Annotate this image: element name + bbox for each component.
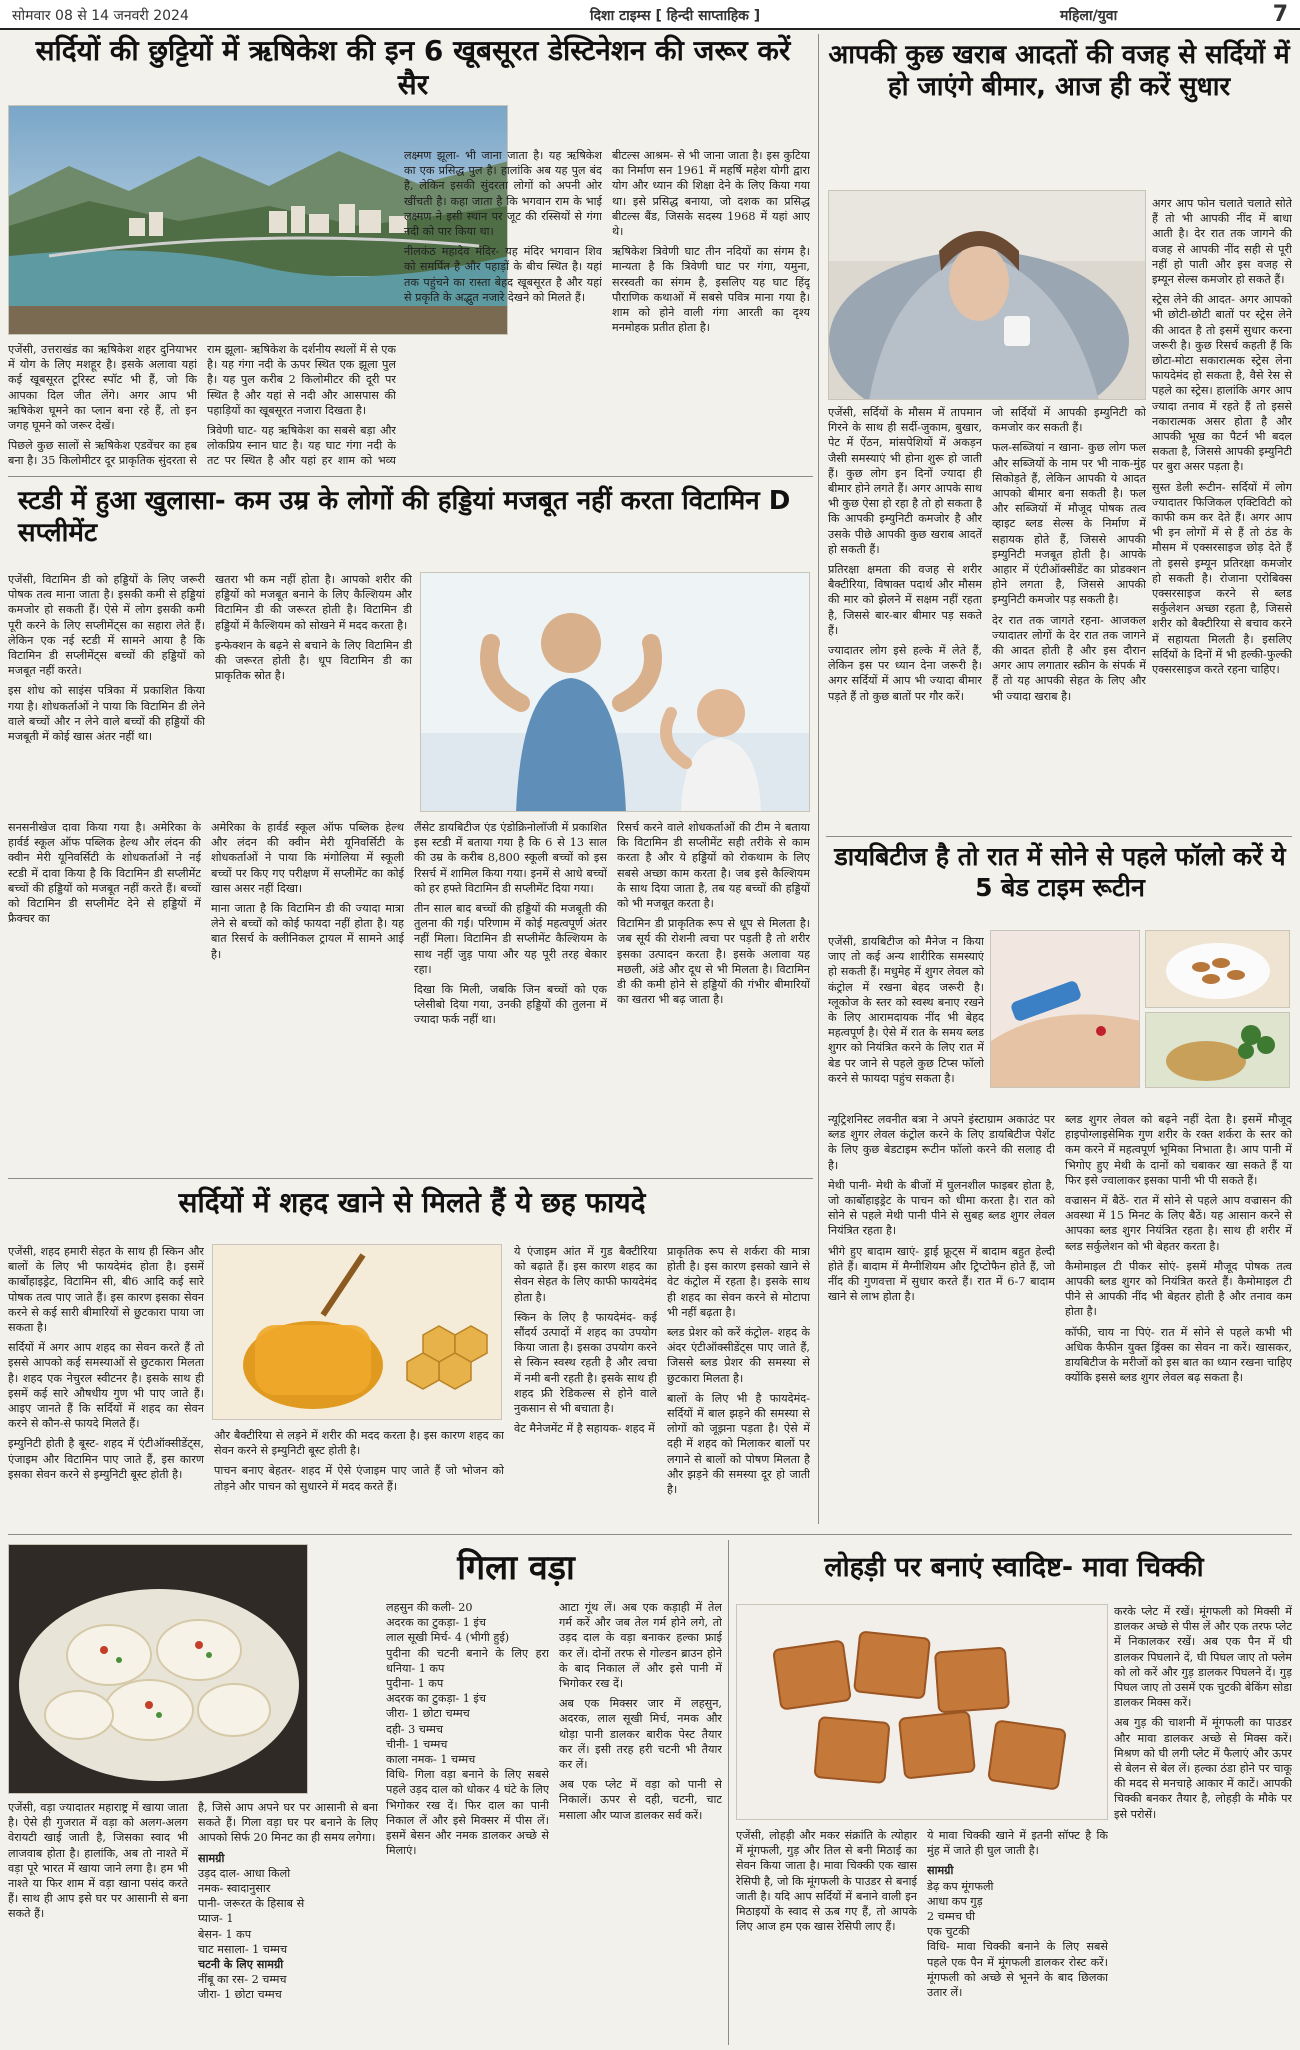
body-honey xyxy=(8,1244,810,1528)
headline-gila-vada: गिला वड़ा xyxy=(457,1548,575,1588)
paragraph: ज्यादातर लोग इसे हल्के में लेते हैं, लेकिन इस पर ध्यान देना जरूरी है। अगर सर्दियों में आप भी ज्यादा बीमार पड़ते हैं तो कुछ बातों पर गौर करें। xyxy=(828,644,982,703)
paragraph: ब्लड प्रेशर को करें कंट्रोल- शहद के अंदर एंटीऑक्सीडेंट्स पाए जाते हैं, जिससे ब्लड प्रेशर की समस्या से छुटकारा मिलता है। xyxy=(667,1326,810,1385)
paragraph: अगर आप फोन चलाते चलाते सोते हैं तो भी आपकी नींद में बाधा आती है। देर रात तक जागने की वजह से आपकी नींद सही से पूरी नहीं हो पाती और इस वजह से इम्यून सेल्स कमजोर हो सकते हैं। xyxy=(1152,197,1292,287)
page-number: 7 xyxy=(1272,2,1288,27)
column xyxy=(667,1244,810,1528)
section-name: महिला/युवा xyxy=(1060,8,1118,24)
ingredient: नमक- स्वादानुसार xyxy=(198,1882,271,1896)
body-chikki-main xyxy=(736,1828,1108,2045)
column-divider xyxy=(728,1540,729,2045)
ingredient: अदरक का टुकड़ा- 1 इंच xyxy=(386,1692,486,1706)
body-habits-main xyxy=(828,405,1146,807)
ingredient: पुदीना की चटनी बनाने के लिए हरा धनिया- 1 कप xyxy=(386,1646,549,1675)
paragraph: बालों के लिए भी है फायदेमंद- सर्दियों में बाल झड़ने की समस्या से लोगों को जूझना पड़ता है। ऐसे में दही में शहद को मिलाकर बालों पर लगाने से बालों को पोषण मिलता है और झड़ने की समस्या दूर हो जाती है। xyxy=(667,1391,810,1497)
paragraph: इम्युनिटी होती है बूस्ट- शहद में एंटीऑक्सीडेंट्स, एंजाइम और विटामिन पाए जाते हैं, इस कारण इसका सेवन करने से इम्युनिटी बूस्ट होती है। xyxy=(8,1437,204,1481)
paragraph: और बैक्टीरिया से लड़ने में शरीर की मदद करता है। इस कारण शहद का सेवन करने से इम्युनिटी बूस्ट होती है। xyxy=(214,1429,504,1458)
paragraph: विधि- गिला वड़ा बनाने के लिए सबसे पहले उड़द दाल को धोकर 4 घंटे के लिए भिगोकर रख दें। फिर दाल का पानी निकाल लें और इसे मिक्सर में पीस लें। इसमें बेसन और नमक डालकर अच्छे से मिलाएं। xyxy=(386,1768,549,1858)
paragraph: पिछले कुछ सालों से ऋषिकेश एडवेंचर का हब बना है। 35 किलोमीटर दूर प्राकृतिक सुंदरता से xyxy=(8,439,197,468)
section-divider xyxy=(826,836,1292,837)
column xyxy=(927,1828,1108,2045)
ingredient: डेढ़ कप मूंगफली xyxy=(927,1879,994,1893)
ingredient: उड़द दाल- आधा किलो xyxy=(198,1866,291,1880)
paragraph: ये एंजाइम आंत में गुड बैक्टीरिया को बढ़ाते हैं। इस कारण शहद का सेवन सेहत के लिए काफी फायदेमंद होता है। xyxy=(514,1245,657,1304)
paragraph: कैमोमाइल टी पीकर सोएं- इसमें मौजूद पोषक तत्व आपकी ब्लड शुगर को नियंत्रित करते हैं। कैमोमाइल टी पीने से आपकी नींद भी बेहतर होती है और तनाव कम होता है। xyxy=(1065,1259,1292,1319)
ingredient: चाट मसाला- 1 चम्मच xyxy=(198,1942,288,1956)
paragraph: इस शोध को साइंस पत्रिका में प्रकाशित किया गया है। शोधकर्ताओं ने पाया कि विटामिन डी लेने वाले बच्चों और न लेने वाले बच्चों की हड्डियों की मजबूती में कोई खास अंतर नहीं था। xyxy=(8,684,205,744)
paragraph: सुस्त डेली रूटीन- सर्दियों में लोग ज्यादातर फिजिकल एक्टिविटी को काफी कम कर देते हैं। अगर आप भी इन लोगों में से हैं तो ठंड के मौसम में एक्सरसाइज छोड़ देते हैं तो इससे इम्यून प्रतिरक्षा कमजोर हो सकती है। रोजाना एरोबिक्स एक्सरसाइज करने से ब्लड सर्कुलेशन अच्छा रहता है, जिससे शरीर को बैक्टीरिया से बचाव करने में सहायता मिलती है। इसलिए सर्दियों के दिनों में भी हल्की-फुल्की एक्सरसाइज करते रहना चाहिए। xyxy=(1152,480,1292,677)
paragraph: ऋषिकेश त्रिवेणी घाट तीन नदियों का संगम है। मान्यता है कि त्रिवेणी घाट पर गंगा, यमुना, सरस्वती का संगम है, इसलिए यह घाट हिंदू पौराणिक कथाओं में सबसे पवित्र माना गया है। शाम को होने वाली गंगा आरती का दृश्य मनमोहक प्रतीत होता है। xyxy=(612,245,810,335)
paragraph: ब्लड शुगर लेवल को बढ़ने नहीं देता है। इसमें मौजूद हाइपोग्लाइसेमिक गुण शरीर के रक्त शर्करा के स्तर को कम करने में महत्वपूर्ण भूमिका निभाता है। आप पानी में भिगोए हुए मेथी के दानों को चबाकर खा सकते हैं या फिर इसे ज्वालाकर इसका पानी भी पी सकते हैं। xyxy=(1065,1113,1292,1187)
paragraph: प्रतिरक्षा क्षमता की वजह से शरीर बैक्टीरिया, विषाक्त पदार्थ और मौसम की मार को झेलने में सक्षम नहीं रहता है, जिससे बार-बार बीमार पड़ सकते हैं। xyxy=(828,563,982,637)
column xyxy=(8,1244,204,1528)
paragraph: मेथी पानी- मेथी के बीजों में घुलनशील फाइबर होता है, जो कार्बोहाइड्रेट के पाचन को धीमा करता है। रात को सोने से पहले मेथी पानी पीने से सुबह ब्लड शुगर लेवल नियंत्रित रहता है। xyxy=(828,1178,1055,1238)
column xyxy=(617,820,810,1170)
paragraph: देर रात तक जागते रहना- आजकल ज्यादातर लोगों के देर रात तक जागने की आदत होती है और इस दौरान अगर आप लगातार स्क्रीन के संपर्क में हैं तो यह आपकी सेहत के लिए और भी ज्यादा खराब है। xyxy=(992,613,1146,703)
column xyxy=(828,934,984,1134)
column xyxy=(207,342,396,470)
ingredient: पानी- जरूरत के हिसाब से xyxy=(198,1897,305,1911)
paragraph: राम झूला- ऋषिकेश के दर्शनीय स्थलों में से एक है। यह गंगा नदी के ऊपर स्थित एक झूला पुल है। यह पुल करीब 2 किलोमीटर की दूरी पर स्थित है और यहां से नदी और आसपास की पहाड़ियों का खूबसूरत नजारा दिखता है। xyxy=(207,343,396,417)
column xyxy=(386,1600,549,2045)
column xyxy=(559,1600,722,2045)
column xyxy=(215,572,412,812)
ingredient: दही- 3 चम्मच xyxy=(386,1722,444,1736)
paragraph: फल-सब्जियां न खाना- कुछ लोग फल और सब्जियों के नाम पर भी नाक-मुंह सिकोड़ते हैं, लेकिन आपकी ये आदत आपको बीमार बना सकती है। फल और सब्जियों में मौजूद पोषक तत्व व्हाइट ब्लड सेल्स के निर्माण में सहायक होते हैं, जिससे आपकी इम्युनिटी मजबूत होती है। आपके आहार में एंटीऑक्सीडेंट का प्रोडक्शन होने लगता है, जिससे आपकी इम्युनिटी कमजोर पड़ सकती है। xyxy=(992,441,1146,607)
section-divider xyxy=(8,1178,813,1179)
paragraph: एजेंसी, विटामिन डी को हड्डियों के लिए जरूरी पोषक तत्व माना जाता है। इसकी कमी से हड्डियां कमजोर हो सकती हैं। ऐसे में लोग इसकी कमी पूरी करने के लिए सप्लीमेंट्स का सहारा लेते हैं। लेकिन एक नई स्टडी में सामने आया है कि विटामिन डी सप्लीमेंट्स बच्चों की हड्डियों को मजबूत नहीं करते। xyxy=(8,573,205,678)
body-vitamin-d-bottom xyxy=(8,820,810,1170)
paragraph: प्राकृतिक रूप से शर्करा की मात्रा होती है। इस कारण इसको खाने से वेट कंट्रोल में रहता है। इसके साथ ही शहद का सेवन करने से मोटापा भी नहीं बढ़ता है। xyxy=(667,1245,810,1319)
paragraph: सर्दियों में अगर आप शहद का सेवन करते हैं तो इससे आपको कई समस्याओं से छुटकारा मिलता है। शहद एक नेचुरल स्वीटनर है। इसके साथ ही इसमें कई सारे औषधीय गुण भी पाए जाते हैं। आइए जानते हैं कि सर्दियों में शहद का सेवन करने से कौन-से फायदे मिलते हैं। xyxy=(8,1341,204,1431)
paragraph: न्यूट्रिशनिस्ट लवनीत बत्रा ने अपने इंस्टाग्राम अकाउंट पर ब्लड शुगर लेवल कंट्रोल करने के लिए डायबिटीज पेशेंट के लिए कुछ बेडटाइम रूटीन फॉलो करने की सलाह दी है। xyxy=(828,1113,1055,1172)
headline-bad-habits: आपकी कुछ खराब आदतों की वजह से सर्दियों में हो जाएंगे बीमार, आज ही करें सुधार xyxy=(828,40,1290,102)
masthead xyxy=(0,0,1300,30)
paragraph: लैंसेट डायबिटीज एंड एंडोक्रिनोलॉजी में प्रकाशित इस स्टडी में बताया गया है कि 6 से 13 साल की उम्र के करीब 8,800 स्कूली बच्चों को इस रिसर्च में शामिल किया गया। इनमें से आधे बच्चों को हर हफ्ते विटामिन डी सप्लीमेंट दिया गया। xyxy=(414,821,607,895)
glucose-test-photo xyxy=(990,930,1140,1088)
column xyxy=(404,148,602,470)
paragraph: कॉफी, चाय ना पिएं- रात में सोने से पहले कभी भी अधिक कैफीन युक्त ड्रिंक्स का सेवन ना करें। खासकर, डायबिटीज के मरीजों को इस बात का ध्यान रखना चाहिए क्योंकि इससे ब्लड शुगर लेवल बढ़ सकता है। xyxy=(1065,1325,1292,1385)
paragraph: भीगे हुए बादाम खाएं- ड्राई फ्रूट्स में बादाम बहुत हेल्दी होते हैं। बादाम में मैग्नीशियम और ट्रिप्टोफैन होते हैं, जो नींद की गुणवत्ता में सुधार करते हैं। रात में 6-7 बादाम खाने से लाभ होता है। xyxy=(828,1244,1055,1304)
ingredient: नींबू का रस- 2 चम्मच xyxy=(198,1973,287,1987)
paragraph: एजेंसी, वड़ा ज्यादातर महाराष्ट्र में खाया जाता है। ऐसे ही गुजरात में वड़ा को अलग-अलग वेरायटी खाई जाती है, जिसका स्वाद भी लाजवाब होता है। हालांकि, अब तो नाश्ते में वड़ा पूरे भारत में खाया जाने लगा है। हम भी नाश्ते या फिर शाम में वड़ा खाना पसंद करते हैं। साथ ही आप इसे घर पर आसानी से बना सकते हैं। xyxy=(8,1801,188,1921)
body-diabetes-top xyxy=(828,934,984,1134)
column xyxy=(8,342,197,470)
paragraph: एजेंसी, उत्तराखंड का ऋषिकेश शहर दुनियाभर में योग के लिए मशहूर है। इसके अलावा यहां कई खूबसूरत टूरिस्ट स्पॉट भी हैं, जो कि आपका दिल जीत लेंगे। अगर आप भी ऋषिकेश घूमने का प्लान बना रहे हैं, तो इन जगह घूमने को जरूर देखें। xyxy=(8,343,197,433)
paragraph: अब गुड़ की चाशनी में मूंगफली का पाउडर और मावा डालकर अच्छे से मिक्स करें। मिश्रण को घी लगी प्लेट में फैलाएं और ऊपर से बेलन से बेल लें। हल्का ठंडा होने पर चाकू की मदद से मनचाहे आकार में काटें। आपकी चिक्की बनकर तैयार है, लोहड़ी के मौके पर इसे परोसें। xyxy=(1114,1716,1292,1821)
body-chikki-right xyxy=(1114,1604,1292,2045)
paragraph: वज्रासन में बैठें- रात में सोने से पहले आप वज्रासन की अवस्था में 15 मिनट के लिए बैठें। यह आसान करने से आपका ब्लड शुगर नियंत्रित रहता है। साथ ही शरीर में ब्लड सर्कुलेशन को भी बेहतर करता है। xyxy=(1065,1194,1292,1253)
column xyxy=(1114,1604,1292,2045)
chikki-photo xyxy=(736,1604,1108,1820)
paragraph: खतरा भी कम नहीं होता है। आपको शरीर की हड्डियों को मजबूत बनाने के लिए कैल्शियम और विटामिन डी की जरूरत होती है। विटामिन डी हड्डियों में कैल्शियम को सोखने में मदद करता है। xyxy=(215,573,412,632)
paragraph: है, जिसे आप अपने घर पर आसानी से बना सकते हैं। गिला वड़ा घर पर बनाने के लिए आपको सिर्फ 20 मिनट का ही समय लगेगा। xyxy=(198,1801,378,1845)
ingredient: लहसुन की कली- 20 xyxy=(386,1601,473,1614)
ingredient: चीनी- 1 चम्मच xyxy=(386,1737,448,1751)
headline-rishikesh: सर्दियों की छुट्टियों में ऋषिकेश की इन 6 खूबसूरत डेस्टिनेशन की जरूर करें सैर xyxy=(35,34,791,102)
fenugreek-photo xyxy=(1145,1012,1290,1088)
headline-vitamin-d: स्टडी में हुआ खुलासा- कम उम्र के लोगों की हड्डियां मजबूत नहीं करता विटामिन D सप्लीमेंट xyxy=(18,486,791,548)
paragraph: स्किन के लिए है फायदेमंद- कई सौंदर्य उत्पादों में शहद का उपयोग किया जाता है। इसका उपयोग करने से स्किन स्वस्थ रहती है और त्वचा में नमी बनी रहती है। इसके साथ ही शहद फ्री रेडिकल्स से होने वाले नुकसान से भी बचाता है। xyxy=(514,1310,657,1416)
paragraph: जो सर्दियों में आपकी इम्युनिटी को कमजोर कर सकती हैं। xyxy=(992,406,1146,435)
paragraph: विधि- मावा चिक्की बनाने के लिए सबसे पहले एक पैन में मूंगफली डालकर रोस्ट करें। मूंगफली को अच्छे से भूनने के बाद छिलका उतार लें। xyxy=(927,1940,1108,2000)
column xyxy=(828,405,982,807)
paragraph: अब एक मिक्सर जार में लहसुन, अदरक, लाल सूखी मिर्च, नमक और थोड़ा पानी डालकर बारीक पेस्ट तैयार कर लें। इसी तरह हरी चटनी भी तैयार कर लें। xyxy=(559,1697,722,1772)
issue-date: सोमवार 08 से 14 जनवरी 2024 xyxy=(12,8,189,24)
ingredient: काला नमक- 1 चम्मच xyxy=(386,1753,476,1767)
column-divider xyxy=(818,34,819,1524)
paragraph: लक्ष्मण झूला- भी जाना जाता है। यह ऋषिकेश का एक प्रसिद्ध पुल है। हालांकि अब यह पुल बंद है, लेकिन इसकी सुंदरता लोगों को अपनी ओर खींचती है। कहा जाता है कि भगवान राम के भाई लक्ष्मण ने इसी स्थान पर जूट की रस्सियों से गंगा नदी को पार किया था। xyxy=(404,149,602,239)
paragraph: अब एक प्लेट में वड़ा को पानी से निकालें। ऊपर से दही, चटनी, चाट मसाला और प्याज डालकर सर्व करें। xyxy=(559,1778,722,1822)
paragraph: ये मावा चिक्की खाने में इतनी सॉफ्ट है कि मुंह में जाते ही घुल जाती है। xyxy=(927,1829,1108,1858)
body-diabetes-bottom xyxy=(828,1112,1292,1524)
paragraph: करके प्लेट में रखें। मूंगफली को मिक्सी में डालकर अच्छे से पीस लें और एक तरफ प्लेट में निकालकर रखें। अब एक पैन में घी डालकर पिघलाने दें, घी पिघल जाए तो फ्लेम को लो करें और गुड़ डालकर पिघलने दें। गुड़ पिघल जाए तो उसमें एक चुटकी बेकिंग सोडा डालकर मिक्स करें। xyxy=(1114,1605,1292,1710)
column xyxy=(828,1112,1055,1524)
body-gila-vada-right xyxy=(386,1600,722,2045)
body-rishikesh-left xyxy=(8,342,396,470)
paragraph: स्ट्रेस लेने की आदत- अगर आपको भी छोटी-छोटी बातों पर स्ट्रेस लेने की आदत है तो इसमें सुधार करना जरूरी है। कुछ रिसर्च कहती हैं कि छोटा-मोटा सकारात्मक स्ट्रेस लेना फायदेमंद हो सकता है, वैसे रेस से पहले का स्ट्रेस। हालांकि अगर आप ज्यादा तनाव में रहते हैं तो इससे नकारात्मक असर होता है और आपकी भूख का पैटर्न भी बदल सकता है, जिससे आपकी इम्युनिटी पर बुरा असर पड़ता है। xyxy=(1152,293,1292,474)
paragraph: आटा गूंथ लें। अब एक कड़ाही में तेल गर्म करें और जब तेल गर्म होने लगे, तो उड़द दाल के वड़ा बनाकर हल्का फ्राई कर लें। दोनों तरफ से गोल्डन ब्राउन होने के बाद निकाल लें और इसे पानी में भिगोकर रख दें। xyxy=(559,1601,722,1691)
column xyxy=(8,1800,188,2045)
ingredient: अदरक का टुकड़ा- 1 इंच xyxy=(386,1616,486,1630)
column xyxy=(612,148,810,470)
paragraph: विटामिन डी प्राकृतिक रूप से धूप से मिलता है। जब सूर्य की रोशनी त्वचा पर पड़ती है तो शरीर इसका उत्पादन करता है। इसके अलावा यह मछली, अंडे और दूध से भी मिलता है। विटामिन डी की कमी होने से हड्डियों की गंभीर बीमारियों का खतरा भी बढ़ जाता है। xyxy=(617,917,810,1007)
paragraph: वेट मैनेजमेंट में है सहायक- शहद में xyxy=(514,1422,655,1436)
paragraph: इन्फेक्शन के बढ़ने से बचाने के लिए विटामिन डी की जरूरत होती है। धूप विटामिन डी का प्राकृतिक स्रोत है। xyxy=(215,638,412,683)
paragraph: बीटल्स आश्रम- से भी जाना जाता है। इस कुटिया का निर्माण सन 1961 में महर्षि महेश योगी द्वारा योग और ध्यान की शिक्षा देने के लिए किया गया था। इसे प्रसिद्ध बनाया, जो दशक का प्रसिद्ध बीटल्स बैंड, जिसके सदस्य 1968 में यहां आए थे। xyxy=(612,149,810,239)
body-rishikesh-right xyxy=(404,148,810,470)
ingredient: एक चुटकी xyxy=(927,1925,970,1939)
body-habits-right xyxy=(1152,196,1292,806)
column xyxy=(736,1828,917,2045)
paragraph: एजेंसी, शहद हमारी सेहत के साथ ही स्किन और बालों के लिए भी फायदेमंद होता है। इसमें कार्बोहाइड्रेट, विटामिन सी, बी6 आदि कई सारे पोषक तत्व पाए जाते हैं। इस कारण इसका सेवन करने से कई सारी बीमारियों से छुटकारा पाया जा सकता है। xyxy=(8,1245,204,1335)
paragraph: सनसनीखेज दावा किया गया है। अमेरिका के हार्वर्ड स्कूल ऑफ पब्लिक हेल्थ और लंदन की क्वीन मेरी यूनिवर्सिटी के शोधकर्ताओं ने नई स्टडी में दावा किया है कि विटामिन डी सप्लीमेंट बच्चों की हड्डियों को मजबूत नहीं करते हैं। बच्चों को विटामिन डी सप्लीमेंट देने से हड्डियों में फ्रैक्चर का xyxy=(8,821,201,926)
ingredient: लाल सूखी मिर्च- 4 (भीगी हुई) xyxy=(386,1631,510,1645)
paragraph: पाचन बनाए बेहतर- शहद में ऐसे एंजाइम पाए जाते हैं जो भोजन को तोड़ने और पाचन को सुधारने में मदद करते हैं। xyxy=(214,1464,504,1493)
section-divider xyxy=(8,1534,1292,1535)
column xyxy=(1065,1112,1292,1524)
almonds-photo xyxy=(1145,930,1290,1008)
ingredient: आधा कप गुड़ xyxy=(927,1894,983,1908)
column xyxy=(211,820,404,1170)
paragraph: रिसर्च करने वाले शोधकर्ताओं की टीम ने बताया कि विटामिन डी सप्लीमेंट सही तरीके से काम करता है और ये हड्डियों को रोकथाम के लिए सबसे अच्छा काम करता है। जब इसे कैल्शियम के साथ दिया जाता है, तब यह बच्चों की हड्डियों को भी मजबूत करता है। xyxy=(617,821,810,911)
paragraph: एजेंसी, लोहड़ी और मकर संक्रांति के त्योहार में मूंगफली, गुड़ और तिल से बनी मिठाई का सेवन किया जाता है। मावा चिक्की एक खास रेसिपी है, जो कि मूंगफली के पाउडर से बनाई जाती है। यदि आप सर्दियों में बनाने वाली इन मिठाइयों के स्वाद से ऊब गए हैं, तो आपके लिए आज हम एक खास रेसिपी लाए हैं। xyxy=(736,1829,917,1934)
headline-honey: सर्दियों में शहद खाने से मिलते हैं ये छह फायदे xyxy=(178,1186,646,1219)
sick-woman-photo xyxy=(828,190,1146,400)
ingredient: जीरा- 1 छोटा चम्मच xyxy=(198,1988,282,2002)
paragraph: एजेंसी, डायबिटीज को मैनेज न किया जाए तो कई अन्य शारीरिक समस्याएं हो सकती हैं। मधुमेह में शुगर लेवल को कंट्रोल में रखना बेहद जरूरी है। ग्लूकोज के स्तर को स्वस्थ बनाए रखने के लिए आरामदायक नींद भी बेहद महत्वपूर्ण है। ऐसे में रात के समय ब्लड शुगर को नियंत्रित करने के लिए रात में बेड पर जाने से पहले कुछ टिप्स फॉलो करने से फायदा पहुंच सकता है। xyxy=(828,935,984,1085)
section-heading: सामग्री xyxy=(927,1863,954,1878)
ingredient: जीरा- 1 छोटा चम्मच xyxy=(386,1707,470,1721)
headline-mava-chikki: लोहड़ी पर बनाएं स्वादिष्ट- मावा चिक्की xyxy=(824,1552,1204,1583)
column xyxy=(214,1244,504,1528)
body-vitamin-d-top xyxy=(8,572,412,812)
column xyxy=(1152,196,1292,806)
paragraph: अमेरिका के हार्वर्ड स्कूल ऑफ पब्लिक हेल्थ और लंदन की क्वीन मेरी यूनिवर्सिटी के शोधकर्ताओं ने पाया कि मंगोलिया में स्कूली बच्चों पर किए गए परीक्षण में सप्लीमेंट का कोई खास असर नहीं दिखा। xyxy=(211,821,404,895)
paragraph: त्रिवेणी घाट- यह ऋषिकेश का सबसे बड़ा और लोकप्रिय स्नान घाट है। यह घाट गंगा नदी के तट पर स्थित है और यहां हर शाम को भव्य xyxy=(207,424,396,468)
column xyxy=(198,1800,378,2045)
ingredient: पुदीना- 1 कप xyxy=(386,1677,444,1691)
column xyxy=(414,820,607,1170)
headline-diabetes: डायबिटीज है तो रात में सोने से पहले फॉलो करें ये 5 बेड टाइम रूटीन xyxy=(834,842,1286,902)
paragraph: माना जाता है कि विटामिन डी की ज्यादा मात्रा लेने से बच्चों को कोई फायदा नहीं होता है। यह बात रिसर्च के क्लीनिकल ट्रायल में सामने आई है। xyxy=(211,902,404,961)
ingredient: बेसन- 1 कप xyxy=(198,1927,252,1941)
ingredient: 2 चम्मच घी xyxy=(927,1910,975,1924)
column xyxy=(8,820,201,1170)
section-heading: चटनी के लिए सामग्री xyxy=(198,1957,284,1972)
body-gila-vada-left xyxy=(8,1800,378,2045)
paragraph: दिखा कि मिली, जबकि जिन बच्चों को एक प्लेसीबो दिया गया, उनकी हड्डियों की तुलना में ज्यादा फर्क नहीं था। xyxy=(414,983,607,1027)
paragraph: एजेंसी, सर्दियों के मौसम में तापमान गिरने के साथ ही सर्दी-जुकाम, बुखार, पेट में ऐंठन, मांसपेशियों में अकड़न जैसी समस्याएं भी होना शुरू हो जाती हैं। कुछ लोग इन दिनों ज्यादा ही बीमार होने लगते हैं। अगर आपके साथ भी कुछ ऐसा हो रहा है तो हो सकता है कि आपकी इम्युनिटी कमजोर है और उसके पीछे आपकी कुछ खराब आदतें हो सकती हैं। xyxy=(828,406,982,556)
father-son-photo xyxy=(420,572,810,812)
column xyxy=(8,572,205,812)
column xyxy=(514,1244,657,1528)
newspaper-name: दिशा टाइम्स [ हिन्दी साप्ताहिक ] xyxy=(590,8,761,24)
paragraph: तीन साल बाद बच्चों की हड्डियों की मजबूती की तुलना की गई। परिणाम में कोई महत्वपूर्ण अंतर नहीं मिला। विटामिन डी सप्लीमेंट कैल्शियम के साथ नहीं जुड़ पाया और यह पूरी तरह बेकार रहा। xyxy=(414,902,607,976)
section-heading: सामग्री xyxy=(198,1850,225,1865)
dahi-vada-photo xyxy=(8,1544,308,1794)
ingredient: प्याज- 1 xyxy=(198,1912,234,1926)
section-divider xyxy=(8,476,813,477)
paragraph: नीलकंठ महादेव मंदिर- यह मंदिर भगवान शिव को समर्पित है और पहाड़ों के बीच स्थित है। यहां तक पहुंचने का रास्ता बेहद खूबसूरत है और यहां से प्रकृति के अद्भुत नजारे देखने को मिलते हैं। xyxy=(404,245,602,304)
column xyxy=(992,405,1146,807)
